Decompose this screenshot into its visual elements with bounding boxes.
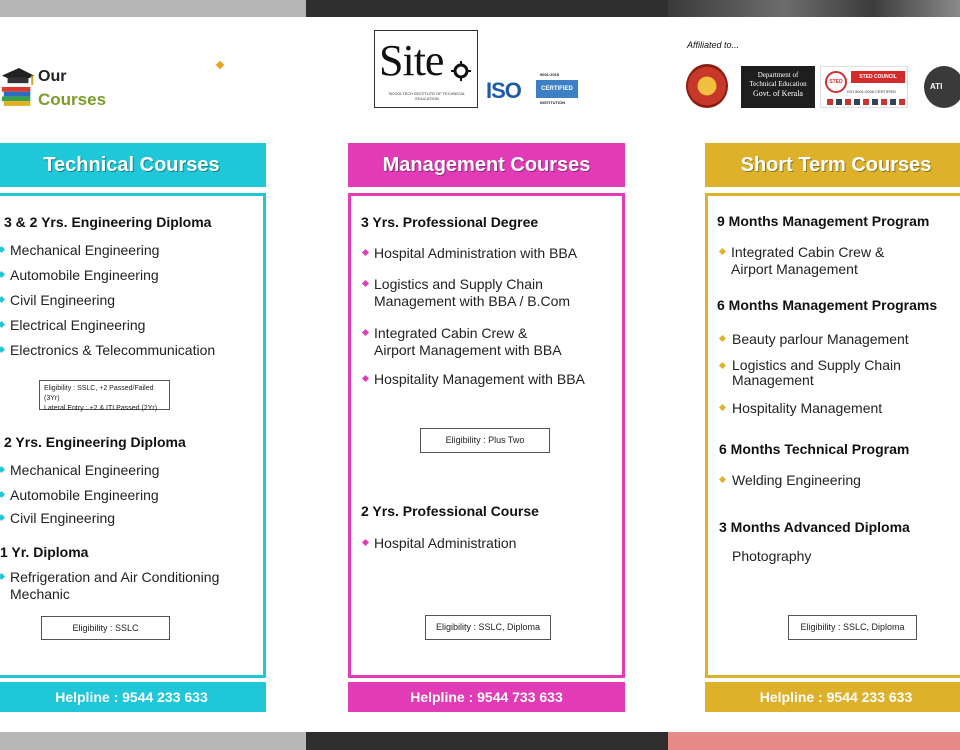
eligibility-box: Eligibility : SSLC, Diploma [788, 615, 917, 640]
sted-circle: STED [825, 71, 847, 93]
list-item: Hospitality Management with BBA [374, 371, 585, 387]
dte-line-3: Govt. of Kerala [753, 89, 803, 98]
bullet-icon [719, 404, 726, 411]
top-band-left [0, 0, 306, 17]
short-term-helpline: Helpline : 9544 233 633 [705, 682, 960, 712]
iso-certified-label: CERTIFIED [536, 80, 578, 98]
list-item-line-2: Mechanic [10, 586, 70, 602]
section-title: 3 & 2 Yrs. Engineering Diploma [4, 214, 212, 230]
section-title: 9 Months Management Program [717, 213, 930, 229]
list-item: Mechanical Engineering [10, 462, 160, 478]
site-logo-subtitle: SKOOLTECH INSTITUTE OF TECHNICAL EDUCATION [388, 91, 466, 101]
list-item-line-1: Refrigeration and Air Conditioning [10, 569, 220, 585]
bullet-icon [719, 362, 726, 369]
list-item: Mechanical Engineering [10, 242, 160, 258]
bullet-icon [362, 375, 369, 382]
eligibility-box: Eligibility : SSLC, Diploma [425, 615, 551, 640]
bullet-icon [0, 271, 5, 278]
section-title: 3 Months Advanced Diploma [719, 519, 910, 535]
list-item: Welding Engineering [732, 472, 861, 488]
top-band-middle [306, 0, 668, 17]
eligibility-line-1: Eligibility : SSLC, +2 Passed/Failed (3Yr) [44, 385, 154, 402]
bullet-icon [0, 321, 5, 328]
management-helpline: Helpline : 9544 733 633 [348, 682, 625, 712]
list-item: Beauty parlour Management [732, 331, 909, 347]
graduation-cap-books-icon [0, 64, 36, 108]
bullet-icon [362, 539, 369, 546]
list-item: Hospital Administration [374, 535, 517, 551]
bullet-icon [0, 491, 5, 498]
technical-courses-panel [0, 193, 266, 678]
bullet-icon [0, 514, 5, 521]
gear-icon [451, 61, 471, 81]
logo-our: Our [38, 68, 67, 85]
sted-iso-text: ISO 9001:2008 CERTIFIED [847, 89, 897, 94]
bullet-icon [0, 296, 5, 303]
ati-logo: ATI [924, 66, 960, 108]
section-title: 2 Yrs. Engineering Diploma [4, 434, 186, 450]
iso-text: ISO [486, 78, 521, 103]
list-item: Electrical Engineering [10, 317, 146, 333]
eligibility-box [39, 380, 170, 410]
bullet-icon [719, 248, 726, 255]
eligibility-box: Eligibility : Plus Two [420, 428, 550, 453]
bullet-icon [362, 280, 369, 287]
list-item-line-1: Integrated Cabin Crew & [374, 325, 528, 341]
bullet-icon [362, 329, 369, 336]
list-item [374, 276, 570, 310]
list-item: Civil Engineering [10, 292, 116, 308]
list-item [374, 325, 562, 359]
list-item: Hospitality Management [732, 400, 883, 416]
list-item-line-2: Airport Management [731, 261, 858, 277]
decorative-diamond-icon [216, 61, 224, 69]
dte-line-1: Department of [757, 71, 799, 79]
list-item-line-2: Management with BBA / B.Com [374, 293, 571, 309]
section-title: 1 Yr. Diploma [0, 544, 89, 560]
iso-institution-label: INSTITUTION [540, 100, 566, 105]
site-logo-word: Site [379, 36, 444, 85]
list-item: Electronics & Telecommunication [10, 342, 216, 358]
bullet-icon [362, 249, 369, 256]
dte-line-2: Technical Education [749, 80, 807, 88]
bottom-band-left [0, 732, 306, 750]
affiliated-label: Affiliated to... [687, 40, 740, 50]
list-item-line-1: Integrated Cabin Crew & [731, 244, 885, 260]
bottom-band-middle [306, 732, 668, 750]
iso-certified-badge [486, 72, 580, 108]
section-title: 6 Months Technical Program [719, 441, 910, 457]
list-item-line-2: Management [732, 372, 814, 388]
list-item: Hospital Administration with BBA [374, 245, 578, 261]
top-band-right [668, 0, 960, 17]
eligibility-line-2: Lateral Entry : +2 & ITI Passed (2Yr) [44, 405, 158, 412]
section-title: 6 Months Management Programs [717, 297, 938, 313]
university-seal-icon [686, 64, 728, 108]
bullet-icon [0, 466, 5, 473]
list-item-line-2: Airport Management with BBA [374, 342, 562, 358]
section-title: 3 Yrs. Professional Degree [361, 214, 539, 230]
list-item: Civil Engineering [10, 510, 116, 526]
list-item [732, 358, 901, 388]
bottom-band-right [668, 732, 960, 750]
sted-council-logo [820, 66, 908, 108]
bullet-icon [0, 573, 5, 580]
logo-courses: Courses [38, 90, 107, 109]
list-item-line-1: Logistics and Supply Chain [732, 357, 901, 373]
site-logo [374, 30, 478, 108]
management-courses-header: Management Courses [348, 143, 625, 187]
list-item: Automobile Engineering [10, 487, 159, 503]
list-item [10, 569, 219, 603]
iso-standard: 9001:2015 [540, 72, 560, 77]
sted-partner-logos [827, 99, 905, 105]
management-courses-panel [348, 193, 625, 678]
bullet-icon [0, 346, 5, 353]
eligibility-box: Eligibility : SSLC [41, 616, 170, 640]
technical-helpline: Helpline : 9544 233 633 [0, 682, 266, 712]
short-term-courses-panel [705, 193, 960, 678]
bullet-icon [0, 246, 5, 253]
bullet-icon [719, 335, 726, 342]
dte-kerala-logo [741, 66, 815, 108]
short-term-courses-header: Short Term Courses [705, 143, 960, 187]
list-item [731, 244, 884, 278]
technical-courses-header: Technical Courses [0, 143, 266, 187]
bullet-icon [719, 476, 726, 483]
list-item-line-1: Logistics and Supply Chain [374, 276, 543, 292]
sted-title: STED COUNCIL [851, 71, 905, 83]
section-title: 2 Yrs. Professional Course [361, 503, 539, 519]
list-item: Photography [732, 548, 812, 564]
list-item: Automobile Engineering [10, 267, 159, 283]
